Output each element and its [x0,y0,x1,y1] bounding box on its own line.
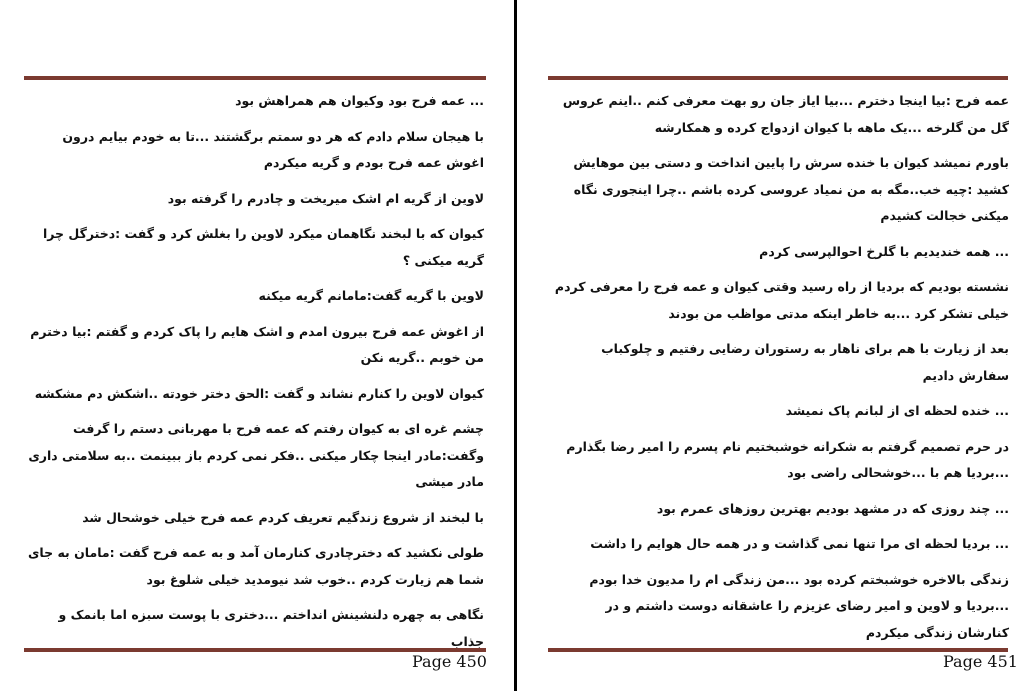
paragraph: در حرم تصمیم گرفتم به شکرانه خوشبختیم نام پسرم را امیر رضا بگذارم ...بردیا هم با ...خوشحالی راضی بود [566,438,1009,480]
paragraph: طولی نکشید که دخترچادری کنارمان آمد و به عمه فرح گفت :مامان به جای شما هم زیارت کردم ..خوب شد نیومدید خیلی شلوغ بود [27,545,484,587]
left-page-text [22,88,484,664]
paragraph: عمه فرح :بیا اینجا دخترم ...بیا ایاز جان رو بهت معرفی کنم ..اینم عروس گل من گلرخه ...یک ماهه با کیوان ازدواج کرده و همکارشه [562,93,1009,135]
paragraph: چشم غره ای به کیوان رفتم که عمه فرح با مهربانی دستم را گرفت وگفت:مادر اینجا چکار میکنی ..فکر نمی کردم باز ببینمت ..به سلامتی داری مادر میشی [28,421,484,489]
paragraph: کیوان لاوین را کنارم نشاند و گفت :الحق دختر خودته ..اشکش دم مشکشه [34,385,484,401]
paragraph: ... همه خندیدیم با گلرخ احوالپرسی کردم [759,243,1009,259]
page-number: Page 451 [943,652,1018,671]
paragraph: ... چند روزی که در مشهد بودیم بهترین روزهای عمرم بود [656,500,1009,516]
paragraph: ... عمه فرح بود وکیوان هم همراهش بود [235,93,484,108]
right-page [518,0,1035,691]
page-number: Page 450 [412,652,487,671]
paragraph: لاوین با گریه گفت:مامانم گریه میکنه [258,288,484,303]
paragraph: از اغوش عمه فرح بیرون امدم و اشک هایم را پاک کردم و گفتم :بیا دخترم من خوبم ..گریه نکن [30,323,484,365]
top-rule [548,76,1008,80]
paragraph: باورم نمیشد کیوان با خنده سرش را پایین انداخت و دستی بین موهایش کشید :چیه خب..مگه به من نمیاد عروسی کرده باشم ..چرا اینجوری نگاه میکنی خجالت کشیدم [573,155,1009,223]
book-spine-divider [514,0,517,691]
left-page [0,0,514,691]
paragraph: کیوان که با لبخند نگاهمان میکرد لاوین را بغلش کرد و گفت :دخترگل چرا گریه میکنی ؟ [42,226,484,268]
paragraph: لاوین از گریه ام اشک میریخت و چادرم را گرفته بود [167,190,484,206]
paragraph: با لبخند از شروع زندگیم تعریف کردم عمه فرح خیلی خوشحال شد [82,509,484,525]
top-rule [24,76,486,80]
paragraph: زندگی بالاخره خوشبختم کرده بود ...من زندگی ام را مدیون خدا بودم ...بردیا و لاوین و امیر رضای عزیزم را عاشقانه دوست داشتم و در کنارشان زندگی میکردم [589,571,1009,640]
paragraph: با هیجان سلام دادم که هر دو سمتم برگشتند ...تا به خودم بیایم درون اغوش عمه فرح بودم و گریه میکردم [62,128,484,170]
paragraph: ... بردیا لحظه ای مرا تنها نمی گذاشت و در همه حال هوایم را داشت [590,536,1009,551]
paragraph: بعد از زیارت با هم برای ناهار به رستوران رضایی رفتیم و چلوکباب سفارش دادیم [601,341,1009,383]
paragraph: نگاهی به چهره دلنشینش انداختم ...دختری با پوست سبزه اما بانمک و جذاب [58,607,484,649]
right-page-text [551,88,1009,655]
bottom-rule [548,648,1008,652]
paragraph: ... خنده لحظه ای از لبانم پاک نمیشد [785,403,1009,418]
paragraph: نشسته بودیم که بردیا از راه رسید وقتی کیوان و عمه فرح را معرفی کردم خیلی تشکر کرد ...به خاطر اینکه مدتی مواظب من بودند [554,279,1009,321]
